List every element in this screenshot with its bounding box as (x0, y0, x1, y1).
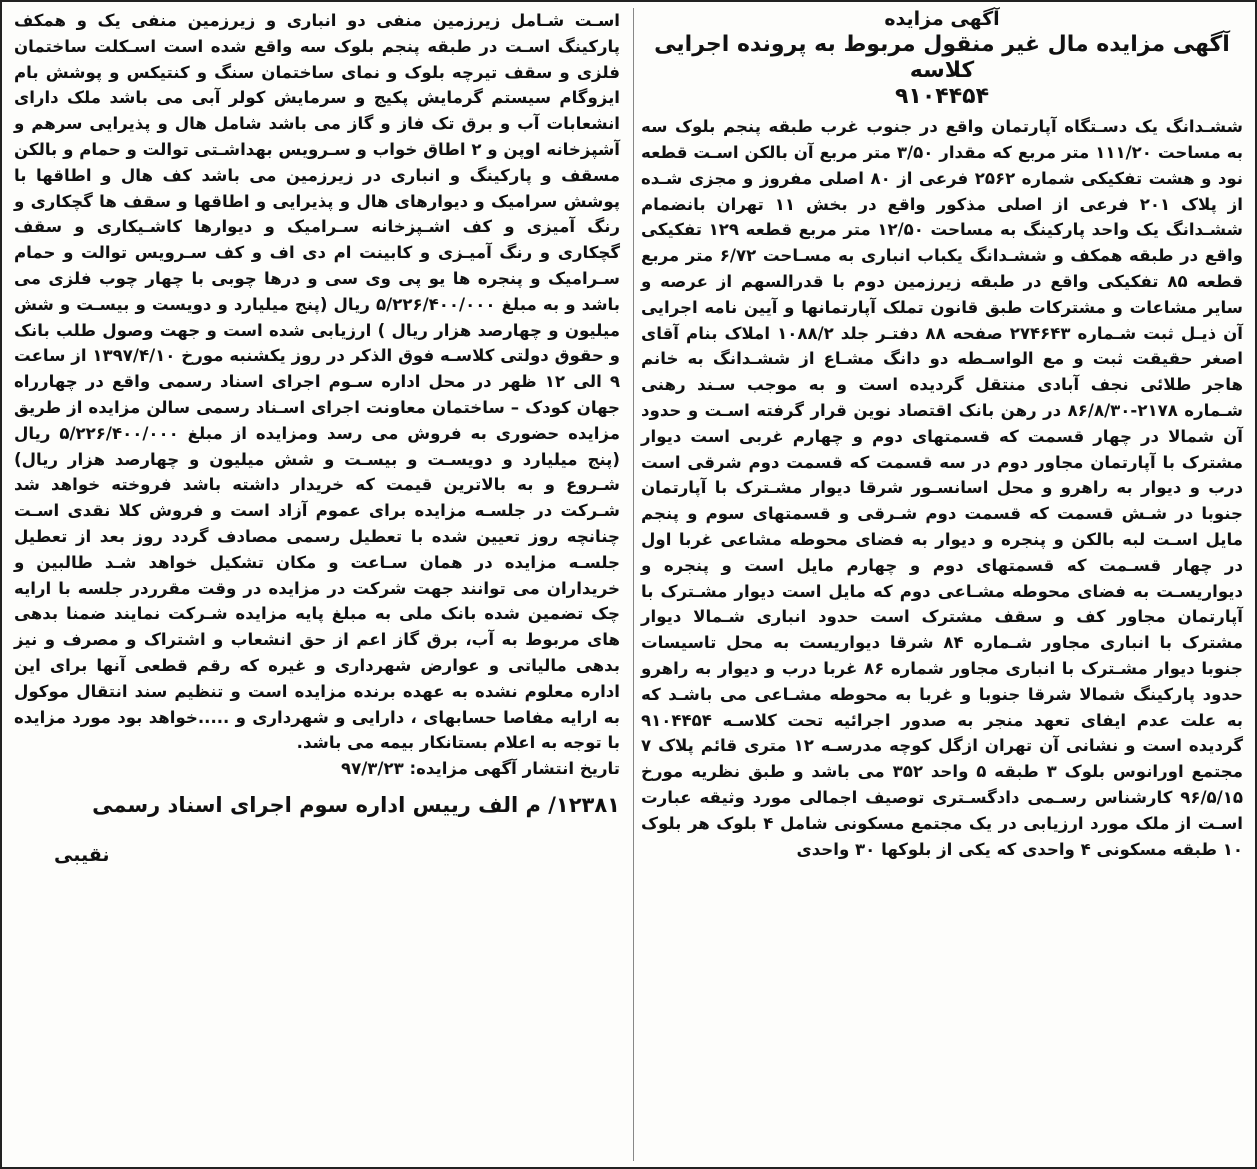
notice-left-column (8, 8, 624, 1161)
notice-body-part-2: اسـت شـامل زیرزمین منفی دو انباری و زیرزمین منفی یک و همکف پارکینگ اسـت در طبقه پنجم بلوک سه واقع شده است اسـکلت ساختمان فلزی و سقف تیرچه بلوک و نمای ساختمان سنگ و کنتیکس و پوشش بام ایزوگام سیستم گرمایش پکیج و سرمایش کولر آبی می باشد ملک دارای انشعابات آب و برق تک فاز و گاز می باشد شامل هال و پذیرایی سرهم و آشپزخانه اوپن و ۲ اطاق خواب و سـرویس بهداشـتی توالت و حمام و بالکن مسقف و پارکینگ و انباری در زیرزمین می باشد کف هال و اطاقها با پوشش سرامیک و دیوارهای هال و پذیرایی و اطاقها و سقف ها گچکاری و رنگ آمیزی و کف اشـپزخانه سـرامیک و دیوارها کاشـیکاری و سقف گچکاری و رنگ آمیـزی و کابینت ام دی اف و کف سـرویس توالت و حمام سـرامیک و پنجره ها یو پی وی سی و درها چوبی با چهار چوب فلزی می باشد و به مبلغ ۵/۲۲۶/۴۰۰/۰۰۰ ریال (پنج میلیارد و دویست و بیسـت و شش میلیون و چهارصد هزار ریال ) ارزیابی شده است و جهت وصول طلب بانک و حقوق دولتی کلاسـه فوق الذکر در روز یکشنبه مورخ ۱۳۹۷/۴/۱۰ از ساعت ۹ الی ۱۲ ظهر در محل اداره سـوم اجرای اسناد رسمی واقع در چهارراه جهان کودک – ساختمان معاونت اجرای اسـناد رسمی سالن مزایده از طریق مزایده حضوری به فروش می رسد ومزایده از مبلغ ۵/۲۲۶/۴۰۰/۰۰۰ ریال (پنج میلیارد و دویسـت و بیسـت و شش میلیون و چهارصد هزار ریال) شـروع و به بالاترین قیمت که خریدار داشته باشد فروخته خواهد شد شـرکت در جلسـه مزایده برای عموم آزاد است و فروش کلا نقدی اسـت چنانچه روز تعیین شده با تعطیل رسمی مصادف گردد روز بعد از تعطیل جلسـه مزایده در همان سـاعت و مکان تشکیل خواهد شـد طالبین و خریداران می توانند جهت شرکت در مزایده در وقت مقرردر جلسه با ارایه چک تضمین شده بانک ملی به مبلغ پایه مزایده شـرکت نمایند ضمنا بدهی های مربوط به آب، برق گاز اعم از حق انشعاب و اشتراک و مصرف و نیز بدهی مالیاتی و عوارض شهرداری و غیره که رقم قطعی آنها برای این اداره معلوم نشده به عهده برنده مزایده است و تنظیم سند انتقال موکول به ارایه مفاصا حسابهای ، دارایی و شهرداری و .....خواهد بود مورد مزایده با توجه به اعلام بستانکار بیمه می باشد. (14, 11, 620, 753)
file-number: ۹۱۰۴۴۵۴ (895, 84, 989, 110)
publish-date: تاریخ انتشار آگهی مزایده: ۹۷/۳/۲۳ (340, 759, 620, 779)
signer-name: نقیبی (54, 843, 110, 866)
notice-body-part-1: ششـدانگ یک دسـتگاه آپارتمان واقع در جنوب غرب طبقه پنجم بلوک سه به مساحت ۱۱۱/۲۰ متر مربع که مقدار ۳/۵۰ متر مربع آن بالکن اسـت قطعه نود و هشت تفکیکی شماره ۲۵۶۲ فرعی از ۸۰ اصلی مفروز و مجزی شـده از پلاک ۲۰۱ فرعی از اصلی مذکور واقع در بخش ۱۱ تهران بانضمام ششـدانگ یک واحد پارکینگ به مساحت ۱۲/۵۰ متر مربع قطعه ۱۲۹ تفکیکی واقع در طبقه همکف و ششـدانگ یکباب انباری به مسـاحت ۶/۷۲ متر مربع قطعه ۸۵ تفکیکی واقع در طبقه زیرزمین دوم با قدرالسهم از عرصه و سایر مشاعات و مشترکات طبق قانون تملک آپارتمانها و آیین نامه اجرایی آن ذیـل ثبت شـماره ۲۷۴۶۴۳ صفحه ۸۸ دفتـر جلد ۱۰۸۸/۲ املاک بنام آقای اصغر حقیقت ثبت و مع الواسـطه دو دانگ مشـاع از ششـدانگ به خانم هاجر طلائی نجف آبادی منتقل گردیده است و به موجب سـند رهنی شـماره ۲۱۷۸-۸۶/۸/۳۰ در رهن بانک اقتصاد نوین قرار گرفته اسـت و حدود آن شمالا در چهار قسمت که قسمتهای دوم و چهارم غربی است دیوار مشترک با آپارتمان مجاور دوم در سه قسمت که قسمت دوم شرقی است درب و دیوار به راهرو و محل اسانسـور شرقا دیوار مشـترک با آپارتمان جنوبا در شـش قسمت که قسمت دوم شـرقی و قسمتهای سوم و پنجم مایل اسـت لبه بالکن و پنجره و دیوار به فضای محوطه مشاعی غربا اول در چهار قسـمت که قسمتهای دوم و چهارم مایل است و پنجره و دیواریسـت به فضای محوطه مشـاعی دوم که مایل است دیوار مشـترک با آپارتمان مجاور کف و سقف مشترک است حدود انباری شـمالا دیوار مشترک با انباری مجاور شـماره ۸۴ شرقا دیواریست به محل تاسیسات جنوبا دیوار مشـترک با انباری مجاور شماره ۸۶ غربا درب و دیوار به راهرو حدود پارکینگ شمالا شرقا جنوبا و غربا به محوطه مشـاعی می باشـد که به علت عدم ایفای تعهد منجر به صدور اجرائیه تحت کلاسـه ۹۱۰۴۴۵۴ گردیده است و نشانی آن تهران ازگل کوچه مدرسـه ۱۲ متری قائم پلاک ۷ مجتمع اورانوس بلوک ۳ طبقه ۵ واحد ۳۵۲ می باشد و طبق نظریه مورخ ۹۶/۵/۱۵ کارشناس رسـمی دادگسـتری توصیف اجمالی مورد وثیقه عبارت اسـت از ملک مورد ارزیابی در یک مجتمع مسکونی شامل ۴ بلوک هر بلوک ۱۰ طبقه مسکونی ۴ واحدی که یکی از بلوکها ۳۰ واحدی (641, 117, 1244, 859)
notice-right-column (637, 8, 1249, 1161)
column-divider (633, 8, 634, 1161)
notice-title: آگهی مزایده (884, 8, 1000, 30)
notice-subtitle: آگهی مزایده مال غیر منقول مربوط به پرونده اجرایی کلاسه (654, 32, 1230, 84)
signature-line: ۱۲۳۸۱/ م الف رییس اداره سوم اجرای اسناد رسمی (92, 792, 620, 817)
